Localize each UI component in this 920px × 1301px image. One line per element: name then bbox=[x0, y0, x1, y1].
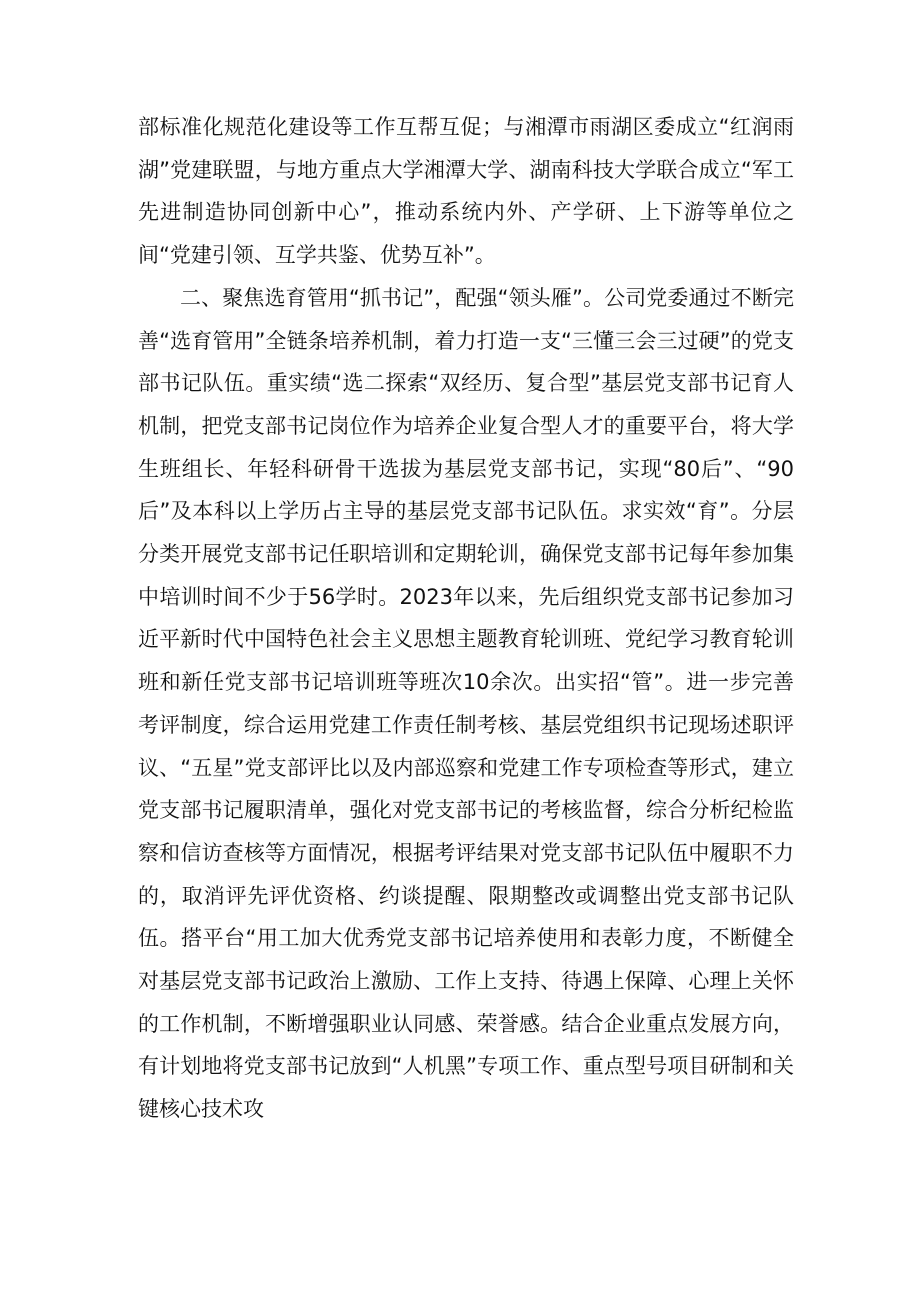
paragraph-continuation: 部标准化规范化建设等工作互帮互促；与湘潭市雨湖区委成立“红润雨湖”党建联盟，与地方重点大学湘潭大学、湖南科技大学联合成立“军工先进制造协同创新中心”，推动系统内外、产学研、上下游等单位之间“党建引领、互学共鉴、优势互补”。 bbox=[138, 115, 794, 268]
document-body bbox=[138, 106, 794, 1131]
paragraph-section-two: 二、聚焦选育管用“抓书记”，配强“领头雁”。公司党委通过不断完善“选育管用”全链条培养机制，着力打造一支“三懂三会三过硬”的党支部书记队伍。重实绩“选二探索“双经历、复合型”基层党支部书记育人机制，把党支部书记岗位作为培养企业复合型人才的重要平台，将大学生班组长、年轻科研骨干选拔为基层党支部书记，实现“80后”、“90后”及本科以上学历占主导的基层党支部书记队伍。求实效“育”。分层分类开展党支部书记任职培训和定期轮训，确保党支部书记每年参加集中培训时间不少于56学时。2023年以来，先后组织党支部书记参加习近平新时代中国特色社会主义思想主题教育轮训班、党纪学习教育轮训班和新任党支部书记培训班等班次10余次。出实招“管”。进一步完善考评制度，综合运用党建工作责任制考核、基层党组织书记现场述职评议、“五星”党支部评比以及内部巡察和党建工作专项检查等形式，建立党支部书记履职清单，强化对党支部书记的考核监督，综合分析纪检监察和信访查核等方面情况，根据考评结果对党支部书记队伍中履职不力的，取消评先评优资格、约谈提醒、限期整改或调整出党支部书记队伍。搭平台“用工加大优秀党支部书记培养使用和表彰力度，不断健全对基层党支部书记政治上激励、工作上支持、待遇上保障、心理上关怀的工作机制，不断增强职业认同感、荣誉感。结合企业重点发展方向，有计划地将党支部书记放到“人机黑”专项工作、重点型号项目研制和关键核心技术攻 bbox=[138, 285, 794, 1122]
